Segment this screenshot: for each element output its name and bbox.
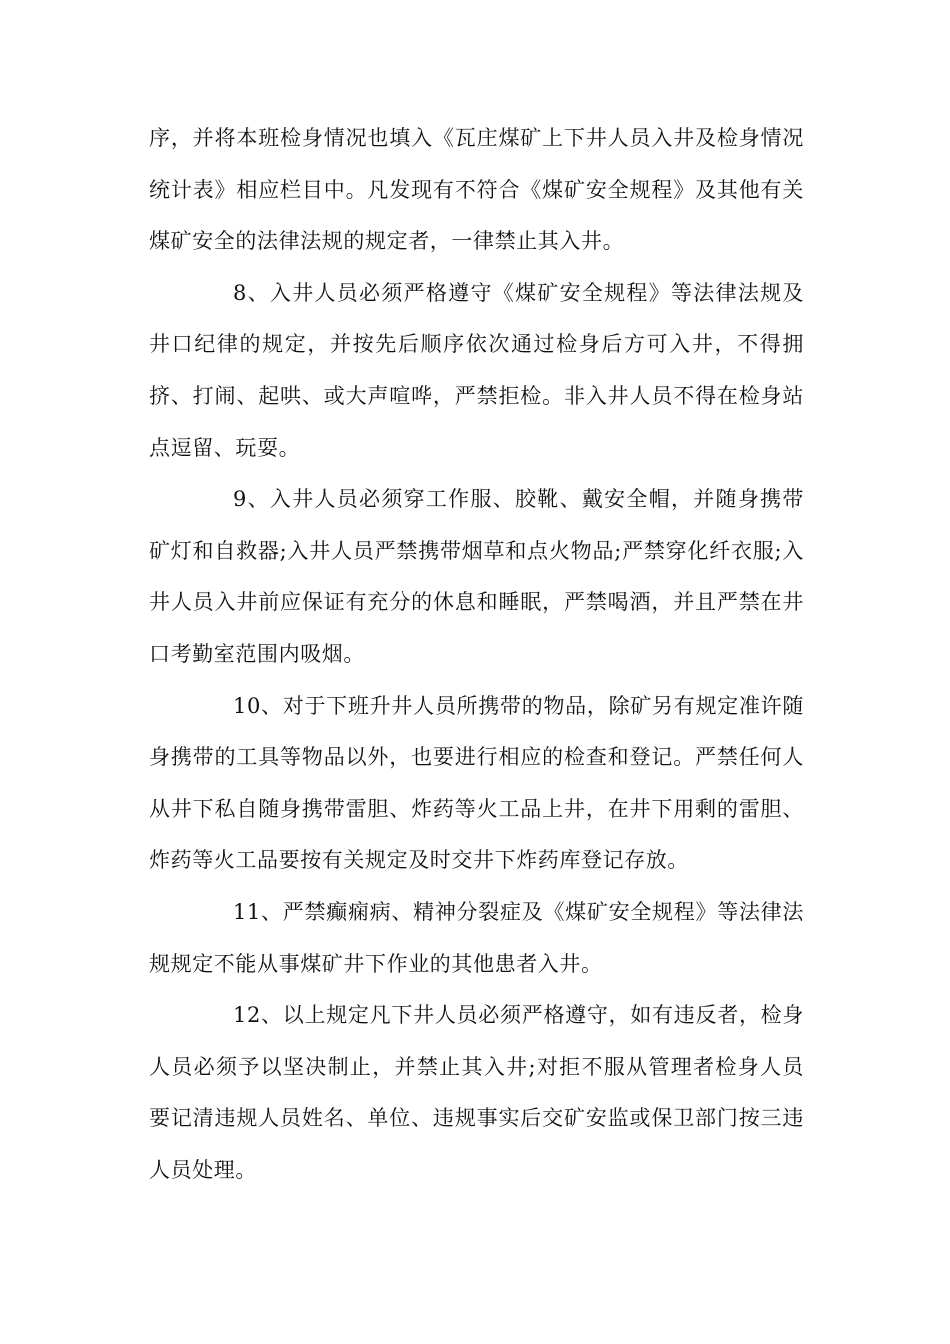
document-body xyxy=(149,113,804,1196)
paragraph-item-9: 9、入井人员必须穿工作服、胶靴、戴安全帽，并随身携带矿灯和自救器;入井人员严禁携带烟草和点火物品;严禁穿化纤衣服;入井人员入井前应保证有充分的休息和睡眠，严禁喝酒，并且严禁在井口考勤室范围内吸烟。 xyxy=(149,487,804,666)
paragraph-item-11: 11、严禁癫痫病、精神分裂症及《煤矿安全规程》等法律法规规定不能从事煤矿井下作业的其他患者入井。 xyxy=(149,899,804,976)
paragraph-item-8: 8、入井人员必须严格遵守《煤矿安全规程》等法律法规及井口纪律的规定，并按先后顺序依次通过检身后方可入井，不得拥挤、打闹、起哄、或大声喧哗，严禁拒检。非入井人员不得在检身站点逗留、玩耍。 xyxy=(149,280,804,460)
paragraph-item-10: 10、对于下班升井人员所携带的物品，除矿另有规定准许随身携带的工具等物品以外，也要进行相应的检查和登记。严禁任何人从井下私自随身携带雷胆、炸药等火工品上井，在井下用剩的雷胆、炸药等火工品要按有关规定及时交井下炸药库登记存放。 xyxy=(149,693,804,873)
paragraph-continuation: 序，并将本班检身情况也填入《瓦庄煤矿上下井人员入井及检身情况统计表》相应栏目中。凡发现有不符合《煤矿安全规程》及其他有关煤矿安全的法律法规的规定者，一律禁止其入井。 xyxy=(149,126,804,254)
paragraph-item-12: 12、以上规定凡下井人员必须严格遵守，如有违反者，检身人员必须予以坚决制止，并禁止其入井;对拒不服从管理者检身人员要记清违规人员姓名、单位、违规事实后交矿安监或保卫部门按三违人员处理。 xyxy=(149,1003,804,1182)
